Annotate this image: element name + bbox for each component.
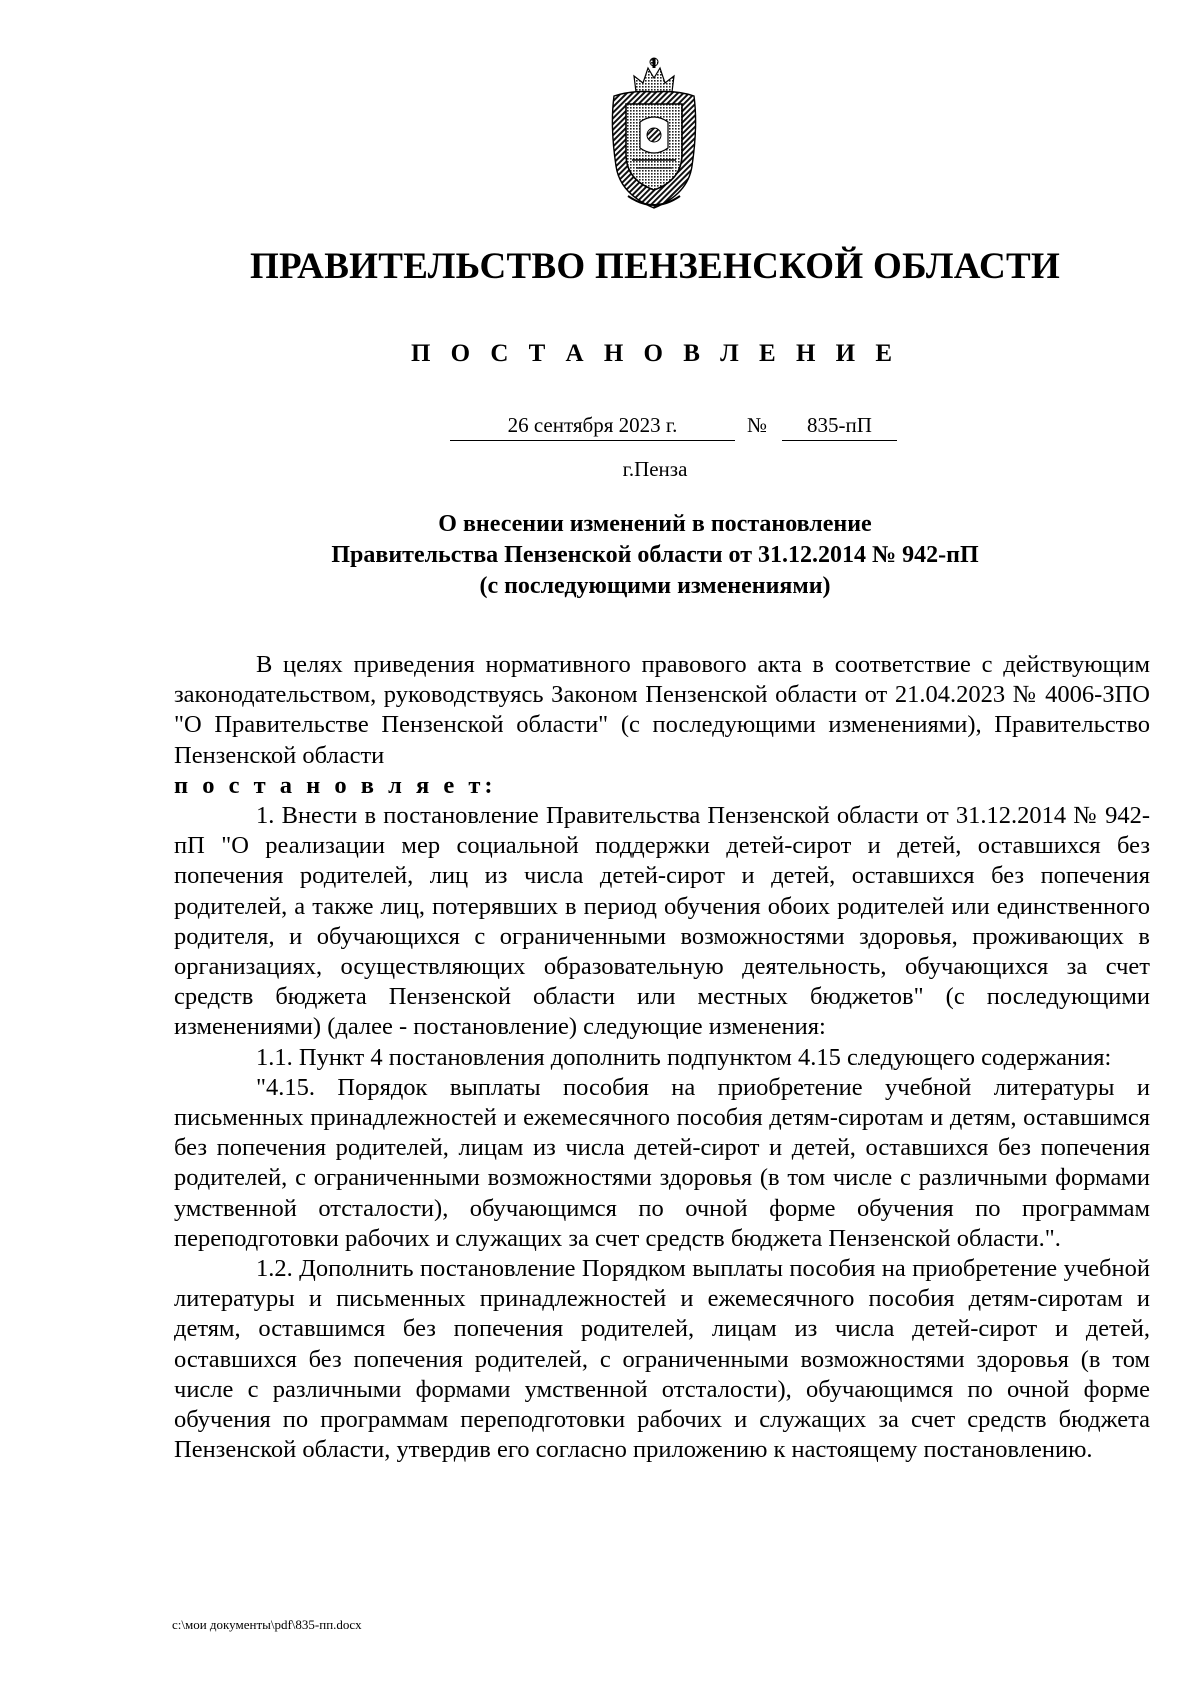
item-1-2-paragraph: 1.2. Дополнить постановление Порядком выплаты пособия на приобретение учебной литературы и письменных принадлежностей и ежемесячного пособия детям-сиротам и детям, оставшимся без попечения родителей, лицам из числа детей-сирот и детей, оставшихся без попечения родителей, с ограниченными возможностями здоровья (в том числе с различными формами умственной отсталости), обучающимся по очной форме обучения по программам переподготовки рабочих и служащих за счет средств бюджета Пензенской области, утвердив его согласно приложению к настоящему постановлению. xyxy=(174,1255,1150,1464)
document-type: П О С Т А Н О В Л Е Н И Е xyxy=(410,340,900,367)
coat-of-arms-emblem-icon xyxy=(606,56,702,212)
item-4-15-paragraph: "4.15. Порядок выплаты пособия на приобретение учебной литературы и письменных принадлежностей и ежемесячного пособия детям-сиротам и детям, оставшимся без попечения родителей, лицам из числа детей-сирот и детей, оставшихся без попечения родителей, с ограниченными возможностями здоровья (в том числе с различными формами умственной отсталости), обучающимся по очной форме обучения по программам переподготовки рабочих и служащих за счет средств бюджета Пензенской области.". xyxy=(174,1073,1150,1252)
decree-word-paragraph xyxy=(174,771,1150,801)
organization-title: ПРАВИТЕЛЬСТВО ПЕНЗЕНСКОЙ ОБЛАСТИ xyxy=(249,246,1061,287)
decree-word: п о с т а н о в л я е т: xyxy=(174,771,497,799)
document-city: г.Пенза xyxy=(622,457,688,481)
subject-line-3: (с последующими изменениями) xyxy=(479,573,831,599)
preamble-paragraph: В целях приведения нормативного правового акта в соответствие с действующим законодательством, руководствуясь Законом Пензенской области от 21.04.2023 № 4006-ЗПО "О Правительстве Пензенской области" (с последующими изменениями), Правительство Пензенской области xyxy=(174,651,1150,769)
subject-line-1: О внесении изменений в постановление xyxy=(438,511,872,537)
document-subject xyxy=(0,509,1200,602)
document-number: 835-пП xyxy=(782,410,897,441)
subject-line-2: Правительства Пензенской области от 31.12.2014 № 942-пП xyxy=(331,542,979,568)
item-1-paragraph: 1. Внести в постановление Правительства Пензенской области от 31.12.2014 № 942-пП "О реализации мер социальной поддержки детей-сирот и детей, оставшихся без попечения родителей, лиц из числа детей-сирот и детей, оставшихся без попечения родителей, а также лиц, потерявших в период обучения обоих родителей или единственного родителя, и обучающихся с ограниченными возможностями здоровья, проживающих в организациях, осуществляющих образовательную деятельность, обучающихся за счет средств бюджета Пензенской области или местных бюджетов" (с последующими изменениями) (далее - постановление) следующие изменения: xyxy=(174,802,1150,1041)
document-body xyxy=(174,650,1150,1465)
number-sign: № xyxy=(747,413,768,437)
document-date: 26 сентября 2023 г. xyxy=(450,410,735,441)
item-1-1-paragraph: 1.1. Пункт 4 постановления дополнить подпунктом 4.15 следующего содержания: xyxy=(256,1043,1112,1071)
footer-file-path: c:\мои документы\pdf\835-пп.docx xyxy=(172,1617,362,1632)
